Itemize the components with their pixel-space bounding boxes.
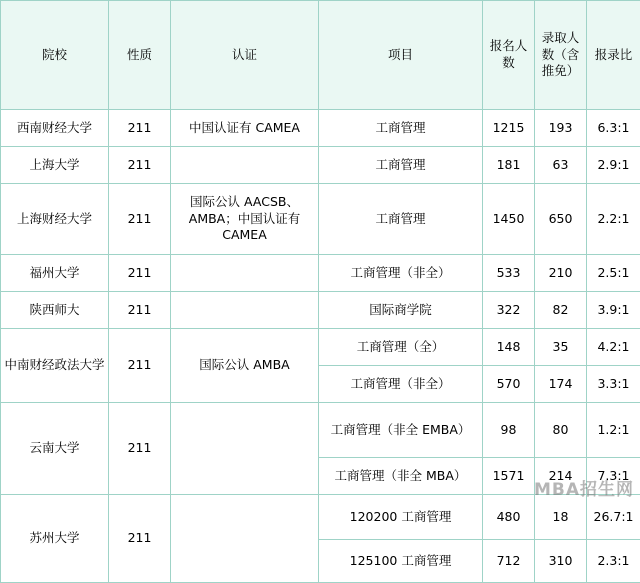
cell-applicants: 98 <box>483 403 535 458</box>
cell-nature: 211 <box>109 255 171 292</box>
cell-program: 125100 工商管理 <box>319 540 483 583</box>
cell-admitted: 193 <box>535 110 587 147</box>
cell-applicants: 148 <box>483 329 535 366</box>
cell-admitted: 18 <box>535 495 587 540</box>
cell-school: 中南财经政法大学 <box>1 329 109 403</box>
cell-admitted: 650 <box>535 184 587 255</box>
cell-applicants: 1450 <box>483 184 535 255</box>
table-row <box>1 329 640 366</box>
table-row <box>1 255 640 292</box>
cell-applicants: 570 <box>483 366 535 403</box>
cell-nature: 211 <box>109 403 171 495</box>
cell-admitted: 210 <box>535 255 587 292</box>
cell-certification <box>171 495 319 583</box>
table-row <box>1 110 640 147</box>
cell-program: 120200 工商管理 <box>319 495 483 540</box>
cell-applicants: 533 <box>483 255 535 292</box>
cell-certification <box>171 255 319 292</box>
cell-ratio: 2.2:1 <box>587 184 640 255</box>
table-row <box>1 184 640 255</box>
cell-nature: 211 <box>109 110 171 147</box>
cell-certification: 国际公认 AACSB、AMBA；中国认证有 CAMEA <box>171 184 319 255</box>
cell-admitted: 310 <box>535 540 587 583</box>
cell-ratio: 26.7:1 <box>587 495 640 540</box>
cell-certification: 国际公认 AMBA <box>171 329 319 403</box>
cell-admitted: 35 <box>535 329 587 366</box>
cell-school: 福州大学 <box>1 255 109 292</box>
cell-school: 上海大学 <box>1 147 109 184</box>
cell-ratio: 6.3:1 <box>587 110 640 147</box>
cell-admitted: 174 <box>535 366 587 403</box>
cell-school: 上海财经大学 <box>1 184 109 255</box>
table-row <box>1 147 640 184</box>
cell-program: 国际商学院 <box>319 292 483 329</box>
cell-certification: 中国认证有 CAMEA <box>171 110 319 147</box>
cell-ratio: 2.5:1 <box>587 255 640 292</box>
header-applicants: 报名人数 <box>483 1 535 110</box>
cell-applicants: 1571 <box>483 458 535 495</box>
header-program: 项目 <box>319 1 483 110</box>
cell-school: 西南财经大学 <box>1 110 109 147</box>
cell-ratio: 4.2:1 <box>587 329 640 366</box>
cell-program: 工商管理（非全） <box>319 366 483 403</box>
cell-ratio: 3.9:1 <box>587 292 640 329</box>
cell-certification <box>171 147 319 184</box>
table-header <box>1 1 640 110</box>
cell-certification <box>171 292 319 329</box>
header-admitted: 录取人数（含推免） <box>535 1 587 110</box>
table-row <box>1 495 640 540</box>
cell-nature: 211 <box>109 292 171 329</box>
cell-program: 工商管理（非全 MBA） <box>319 458 483 495</box>
cell-program: 工商管理 <box>319 110 483 147</box>
cell-admitted: 82 <box>535 292 587 329</box>
cell-program: 工商管理 <box>319 184 483 255</box>
header-school: 院校 <box>1 1 109 110</box>
table-row <box>1 403 640 458</box>
cell-program: 工商管理 <box>319 147 483 184</box>
cell-school: 苏州大学 <box>1 495 109 583</box>
cell-certification <box>171 403 319 495</box>
cell-ratio: 1.2:1 <box>587 403 640 458</box>
cell-ratio: 2.3:1 <box>587 540 640 583</box>
header-ratio: 报录比 <box>587 1 640 110</box>
cell-applicants: 480 <box>483 495 535 540</box>
cell-admitted: 80 <box>535 403 587 458</box>
header-certification: 认证 <box>171 1 319 110</box>
cell-admitted: 214 <box>535 458 587 495</box>
cell-program: 工商管理（全） <box>319 329 483 366</box>
cell-program: 工商管理（非全 EMBA） <box>319 403 483 458</box>
cell-applicants: 1215 <box>483 110 535 147</box>
cell-school: 陕西师大 <box>1 292 109 329</box>
cell-program: 工商管理（非全） <box>319 255 483 292</box>
cell-applicants: 712 <box>483 540 535 583</box>
cell-admitted: 63 <box>535 147 587 184</box>
cell-applicants: 322 <box>483 292 535 329</box>
cell-nature: 211 <box>109 329 171 403</box>
cell-ratio: 3.3:1 <box>587 366 640 403</box>
table-body <box>1 110 640 583</box>
cell-ratio: 7.3:1 <box>587 458 640 495</box>
cell-school: 云南大学 <box>1 403 109 495</box>
watermark-label: MBA招生网 <box>534 475 634 500</box>
cell-nature: 211 <box>109 184 171 255</box>
table-row <box>1 292 640 329</box>
cell-nature: 211 <box>109 495 171 583</box>
cell-ratio: 2.9:1 <box>587 147 640 184</box>
cell-nature: 211 <box>109 147 171 184</box>
cell-applicants: 181 <box>483 147 535 184</box>
header-row <box>1 1 640 110</box>
header-nature: 性质 <box>109 1 171 110</box>
